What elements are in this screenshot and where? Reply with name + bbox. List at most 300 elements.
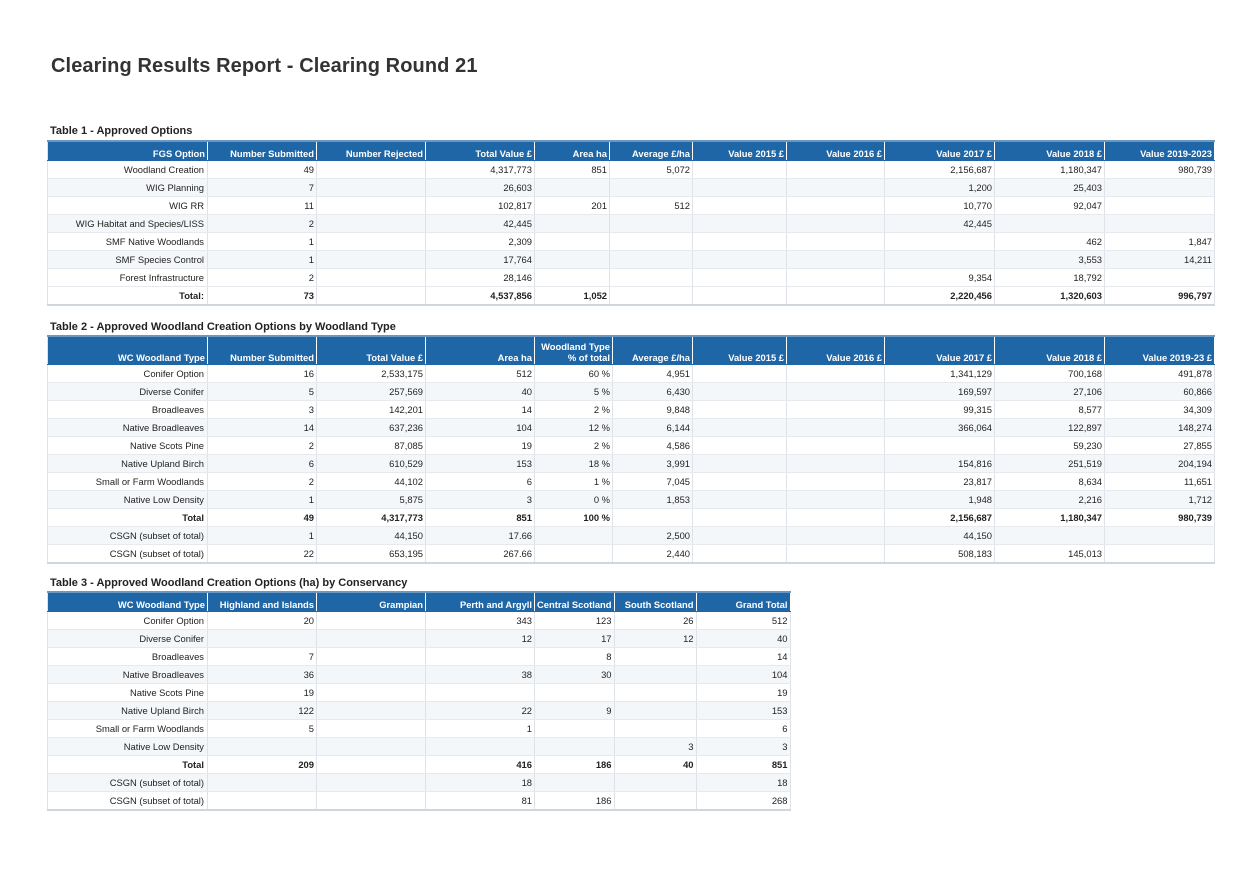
table-row bbox=[48, 269, 1215, 287]
table-cell bbox=[995, 527, 1105, 545]
table-cell bbox=[787, 179, 885, 197]
column-header: WC Woodland Type bbox=[48, 592, 208, 612]
table-cell: 10,770 bbox=[885, 197, 995, 215]
table-cell: 5 bbox=[208, 383, 317, 401]
table-cell: 87,085 bbox=[317, 437, 426, 455]
table-cell: 2,440 bbox=[613, 545, 693, 564]
table-cell: 201 bbox=[535, 197, 610, 215]
table-cell: 44,150 bbox=[885, 527, 995, 545]
table-cell bbox=[1105, 269, 1215, 287]
table-cell: 1 bbox=[208, 491, 317, 509]
table-cell: 462 bbox=[995, 233, 1105, 251]
column-header: Number Rejected bbox=[317, 141, 426, 161]
table-cell bbox=[787, 473, 885, 491]
table-cell: 3,553 bbox=[995, 251, 1105, 269]
table-cell bbox=[610, 269, 693, 287]
table-cell: 851 bbox=[426, 509, 535, 527]
column-header: Total Value £ bbox=[426, 141, 535, 161]
column-header: Grand Total bbox=[696, 592, 790, 612]
table-cell: 0 % bbox=[535, 491, 613, 509]
table-cell bbox=[535, 251, 610, 269]
header-row bbox=[48, 141, 1215, 161]
row-label: SMF Species Control bbox=[48, 251, 208, 269]
column-header: Value 2016 £ bbox=[787, 141, 885, 161]
table-cell bbox=[535, 215, 610, 233]
table-cell bbox=[787, 419, 885, 437]
table-cell: 40 bbox=[614, 756, 696, 774]
table-cell: 20 bbox=[208, 612, 317, 630]
column-header bbox=[535, 336, 613, 365]
table-cell: 4,586 bbox=[613, 437, 693, 455]
table-cell bbox=[787, 287, 885, 306]
table-cell: 2,156,687 bbox=[885, 161, 995, 179]
row-label: Native Low Density bbox=[48, 738, 208, 756]
table-cell: 2 bbox=[208, 473, 317, 491]
table-cell bbox=[787, 545, 885, 564]
table-cell: 653,195 bbox=[317, 545, 426, 564]
row-label: CSGN (subset of total) bbox=[48, 774, 208, 792]
table-cell: 4,317,773 bbox=[317, 509, 426, 527]
table-cell bbox=[426, 684, 535, 702]
table-cell bbox=[426, 648, 535, 666]
table-cell: 6,430 bbox=[613, 383, 693, 401]
column-header: South Scotland bbox=[614, 592, 696, 612]
row-label: CSGN (subset of total) bbox=[48, 792, 208, 811]
table-cell bbox=[610, 215, 693, 233]
table-cell bbox=[787, 215, 885, 233]
table-cell: 416 bbox=[426, 756, 535, 774]
table-row bbox=[48, 738, 791, 756]
table-row bbox=[48, 792, 791, 811]
table-cell: 4,317,773 bbox=[426, 161, 535, 179]
table-cell bbox=[535, 179, 610, 197]
table-cell: 1,200 bbox=[885, 179, 995, 197]
table-cell bbox=[317, 648, 426, 666]
table-cell bbox=[208, 630, 317, 648]
table-cell: 40 bbox=[696, 630, 790, 648]
table-cell bbox=[693, 419, 787, 437]
table-cell: 6 bbox=[696, 720, 790, 738]
table-row bbox=[48, 630, 791, 648]
table-cell bbox=[317, 666, 426, 684]
column-header: Perth and Argyll bbox=[426, 592, 535, 612]
table-cell bbox=[614, 720, 696, 738]
table-cell: 1 % bbox=[535, 473, 613, 491]
table-row bbox=[48, 401, 1215, 419]
table-cell: 2 % bbox=[535, 401, 613, 419]
table-cell: 186 bbox=[535, 756, 615, 774]
table-cell: 122,897 bbox=[995, 419, 1105, 437]
table-row bbox=[48, 612, 791, 630]
table-cell: 268 bbox=[696, 792, 790, 811]
table-cell: 851 bbox=[535, 161, 610, 179]
table-cell: 9,354 bbox=[885, 269, 995, 287]
total-row bbox=[48, 287, 1215, 306]
table-cell: 1,180,347 bbox=[995, 509, 1105, 527]
table-cell bbox=[614, 648, 696, 666]
table-cell bbox=[693, 197, 787, 215]
table-cell: 27,106 bbox=[995, 383, 1105, 401]
column-header: Average £/ha bbox=[613, 336, 693, 365]
column-header: Value 2019-23 £ bbox=[1105, 336, 1215, 365]
table-cell bbox=[693, 251, 787, 269]
row-label: SMF Native Woodlands bbox=[48, 233, 208, 251]
table-cell bbox=[317, 612, 426, 630]
table-cell: 17 bbox=[535, 630, 615, 648]
row-label: Native Broadleaves bbox=[48, 666, 208, 684]
table-cell bbox=[535, 269, 610, 287]
table-cell: 104 bbox=[696, 666, 790, 684]
table-cell: 40 bbox=[426, 383, 535, 401]
table-cell bbox=[1105, 527, 1215, 545]
table-cell bbox=[610, 251, 693, 269]
table-cell: 1 bbox=[426, 720, 535, 738]
table-cell: 154,816 bbox=[885, 455, 995, 473]
column-header: Grampian bbox=[317, 592, 426, 612]
row-label: Diverse Conifer bbox=[48, 383, 208, 401]
table-cell: 1 bbox=[208, 233, 317, 251]
table-cell bbox=[693, 473, 787, 491]
table-cell: 14 bbox=[208, 419, 317, 437]
row-label: Native Upland Birch bbox=[48, 455, 208, 473]
row-label: Native Upland Birch bbox=[48, 702, 208, 720]
table-cell bbox=[787, 527, 885, 545]
table-cell: 142,201 bbox=[317, 401, 426, 419]
table-cell bbox=[693, 161, 787, 179]
table-cell: 102,817 bbox=[426, 197, 535, 215]
table-cell: 99,315 bbox=[885, 401, 995, 419]
table-cell bbox=[317, 179, 426, 197]
table-cell bbox=[317, 720, 426, 738]
table-cell bbox=[317, 792, 426, 811]
table-cell bbox=[787, 383, 885, 401]
table-cell: 100 % bbox=[535, 509, 613, 527]
table-row bbox=[48, 161, 1215, 179]
table-row bbox=[48, 197, 1215, 215]
table1-caption: Table 1 - Approved Options bbox=[50, 125, 193, 137]
table-cell bbox=[1105, 545, 1215, 564]
table-row bbox=[48, 233, 1215, 251]
table-cell: 18 bbox=[426, 774, 535, 792]
table-cell: 49 bbox=[208, 509, 317, 527]
row-label: Native Broadleaves bbox=[48, 419, 208, 437]
table-cell bbox=[693, 455, 787, 473]
row-label: Conifer Option bbox=[48, 365, 208, 383]
table-cell bbox=[614, 792, 696, 811]
table-cell bbox=[787, 455, 885, 473]
table-row bbox=[48, 419, 1215, 437]
column-header: Value 2017 £ bbox=[885, 141, 995, 161]
table-cell: 980,739 bbox=[1105, 161, 1215, 179]
table-cell bbox=[317, 756, 426, 774]
table2-caption: Table 2 - Approved Woodland Creation Options by Woodland Type bbox=[50, 321, 396, 333]
row-label: Broadleaves bbox=[48, 648, 208, 666]
table-cell: 30 bbox=[535, 666, 615, 684]
table-cell: 12 bbox=[426, 630, 535, 648]
table-cell: 8,577 bbox=[995, 401, 1105, 419]
table-cell: 12 % bbox=[535, 419, 613, 437]
table-cell: 980,739 bbox=[1105, 509, 1215, 527]
table-cell bbox=[208, 738, 317, 756]
table3-caption: Table 3 - Approved Woodland Creation Options (ha) by Conservancy bbox=[50, 577, 408, 589]
table-cell bbox=[1105, 215, 1215, 233]
table-row bbox=[48, 455, 1215, 473]
table-cell bbox=[614, 774, 696, 792]
table-cell: 59,230 bbox=[995, 437, 1105, 455]
table-cell bbox=[693, 233, 787, 251]
table-cell bbox=[535, 738, 615, 756]
table-cell: 5 % bbox=[535, 383, 613, 401]
table-cell: 1 bbox=[208, 251, 317, 269]
column-header: Value 2018 £ bbox=[995, 336, 1105, 365]
table-cell: 209 bbox=[208, 756, 317, 774]
table-cell: 7 bbox=[208, 179, 317, 197]
table-cell: 1 bbox=[208, 527, 317, 545]
row-label: Broadleaves bbox=[48, 401, 208, 419]
table-cell: 42,445 bbox=[426, 215, 535, 233]
table-cell bbox=[317, 630, 426, 648]
column-header-line: Woodland Type bbox=[541, 341, 610, 352]
table-cell: 44,102 bbox=[317, 473, 426, 491]
table-cell: 73 bbox=[208, 287, 317, 306]
table-cell: 9,848 bbox=[613, 401, 693, 419]
table-cell: 18 bbox=[696, 774, 790, 792]
table-cell: 6,144 bbox=[613, 419, 693, 437]
table-cell: 8 bbox=[535, 648, 615, 666]
table-cell: 145,013 bbox=[995, 545, 1105, 564]
total-row bbox=[48, 756, 791, 774]
table-cell bbox=[317, 197, 426, 215]
woodland-type-table bbox=[47, 335, 1215, 564]
table-cell bbox=[693, 287, 787, 306]
table-cell: 25,403 bbox=[995, 179, 1105, 197]
table-cell: 267.66 bbox=[426, 545, 535, 564]
table-cell: 3 bbox=[208, 401, 317, 419]
table-cell bbox=[885, 233, 995, 251]
table-cell: 122 bbox=[208, 702, 317, 720]
column-header: Value 2017 £ bbox=[885, 336, 995, 365]
table-row bbox=[48, 383, 1215, 401]
table-cell bbox=[1105, 197, 1215, 215]
table-cell: 18,792 bbox=[995, 269, 1105, 287]
table-cell: 26,603 bbox=[426, 179, 535, 197]
table-cell: 2,216 bbox=[995, 491, 1105, 509]
table-cell: 3 bbox=[614, 738, 696, 756]
column-header: Highland and Islands bbox=[208, 592, 317, 612]
table-cell: 186 bbox=[535, 792, 615, 811]
table-row bbox=[48, 365, 1215, 383]
column-header: Area ha bbox=[426, 336, 535, 365]
column-header: Value 2015 £ bbox=[693, 336, 787, 365]
column-header: Value 2019-2023 bbox=[1105, 141, 1215, 161]
table-cell: 92,047 bbox=[995, 197, 1105, 215]
table-cell: 2,500 bbox=[613, 527, 693, 545]
table-cell bbox=[208, 774, 317, 792]
table-row bbox=[48, 648, 791, 666]
table-cell bbox=[787, 233, 885, 251]
table-cell bbox=[1105, 179, 1215, 197]
table-cell bbox=[614, 702, 696, 720]
table-cell: 6 bbox=[426, 473, 535, 491]
table-cell: 637,236 bbox=[317, 419, 426, 437]
table-cell: 16 bbox=[208, 365, 317, 383]
table-cell bbox=[317, 702, 426, 720]
table-cell: 2 bbox=[208, 269, 317, 287]
column-header: Area ha bbox=[535, 141, 610, 161]
column-header-line: % of total bbox=[567, 352, 610, 363]
table-cell: 148,274 bbox=[1105, 419, 1215, 437]
column-header: Total Value £ bbox=[317, 336, 426, 365]
table-cell: 3 bbox=[426, 491, 535, 509]
table-cell bbox=[535, 233, 610, 251]
row-label: CSGN (subset of total) bbox=[48, 545, 208, 564]
table-cell: 153 bbox=[426, 455, 535, 473]
table-cell: 60,866 bbox=[1105, 383, 1215, 401]
table-row bbox=[48, 545, 1215, 564]
table-cell: 49 bbox=[208, 161, 317, 179]
table-cell: 1,052 bbox=[535, 287, 610, 306]
table-cell bbox=[885, 251, 995, 269]
table-cell bbox=[787, 161, 885, 179]
table-cell: 996,797 bbox=[1105, 287, 1215, 306]
table-cell: 512 bbox=[696, 612, 790, 630]
table-cell: 366,064 bbox=[885, 419, 995, 437]
table-row bbox=[48, 251, 1215, 269]
table-cell: 1,847 bbox=[1105, 233, 1215, 251]
table-cell: 1,712 bbox=[1105, 491, 1215, 509]
table-cell: 2,220,456 bbox=[885, 287, 995, 306]
table-cell: 700,168 bbox=[995, 365, 1105, 383]
table-row bbox=[48, 720, 791, 738]
table-cell: 104 bbox=[426, 419, 535, 437]
table-cell: 26 bbox=[614, 612, 696, 630]
column-header: Value 2018 £ bbox=[995, 141, 1105, 161]
table-cell bbox=[693, 527, 787, 545]
table-cell bbox=[535, 684, 615, 702]
table-row bbox=[48, 437, 1215, 455]
row-label: WIG Habitat and Species/LISS bbox=[48, 215, 208, 233]
table-cell: 14 bbox=[426, 401, 535, 419]
table-cell: 4,951 bbox=[613, 365, 693, 383]
table-cell bbox=[317, 251, 426, 269]
table-cell bbox=[787, 491, 885, 509]
table-cell bbox=[787, 437, 885, 455]
table-cell: 38 bbox=[426, 666, 535, 684]
table-cell bbox=[610, 233, 693, 251]
row-label: Total bbox=[48, 756, 208, 774]
table-cell: 491,878 bbox=[1105, 365, 1215, 383]
table-cell: 5,875 bbox=[317, 491, 426, 509]
row-label: Woodland Creation bbox=[48, 161, 208, 179]
table-cell bbox=[693, 401, 787, 419]
table-cell: 17.66 bbox=[426, 527, 535, 545]
table-cell: 44,150 bbox=[317, 527, 426, 545]
table-cell: 204,194 bbox=[1105, 455, 1215, 473]
column-header: WC Woodland Type bbox=[48, 336, 208, 365]
row-label: WIG RR bbox=[48, 197, 208, 215]
table-cell bbox=[610, 179, 693, 197]
table-cell: 257,569 bbox=[317, 383, 426, 401]
total-row bbox=[48, 509, 1215, 527]
table-cell bbox=[787, 401, 885, 419]
table-cell: 4,537,856 bbox=[426, 287, 535, 306]
row-label: Diverse Conifer bbox=[48, 630, 208, 648]
table-row bbox=[48, 491, 1215, 509]
table-cell: 7,045 bbox=[613, 473, 693, 491]
table-cell: 60 % bbox=[535, 365, 613, 383]
table-cell: 2 bbox=[208, 437, 317, 455]
column-header: Value 2015 £ bbox=[693, 141, 787, 161]
table-cell bbox=[614, 666, 696, 684]
table-cell: 1,341,129 bbox=[885, 365, 995, 383]
table-cell: 1,853 bbox=[613, 491, 693, 509]
conservancy-table bbox=[47, 591, 791, 811]
table-cell bbox=[317, 161, 426, 179]
table-cell: 1,948 bbox=[885, 491, 995, 509]
table-row bbox=[48, 527, 1215, 545]
table-cell: 851 bbox=[696, 756, 790, 774]
table-row bbox=[48, 179, 1215, 197]
approved-options-table bbox=[47, 140, 1215, 306]
column-header: Value 2016 £ bbox=[787, 336, 885, 365]
table-cell: 251,519 bbox=[995, 455, 1105, 473]
table-cell: 42,445 bbox=[885, 215, 995, 233]
table-cell bbox=[535, 527, 613, 545]
row-label: Native Scots Pine bbox=[48, 684, 208, 702]
table-cell: 169,597 bbox=[885, 383, 995, 401]
row-label: Total: bbox=[48, 287, 208, 306]
table-cell bbox=[426, 738, 535, 756]
header-row bbox=[48, 336, 1215, 365]
report-title: Clearing Results Report - Clearing Round 21 bbox=[51, 55, 478, 77]
table-cell bbox=[317, 738, 426, 756]
table-cell bbox=[693, 545, 787, 564]
table-row bbox=[48, 774, 791, 792]
table-cell bbox=[317, 269, 426, 287]
table-cell: 153 bbox=[696, 702, 790, 720]
table-cell: 3,991 bbox=[613, 455, 693, 473]
table-cell bbox=[693, 215, 787, 233]
table-cell: 2 bbox=[208, 215, 317, 233]
table-cell: 11,651 bbox=[1105, 473, 1215, 491]
table-cell bbox=[787, 197, 885, 215]
table-cell bbox=[787, 365, 885, 383]
table-cell bbox=[610, 287, 693, 306]
table-cell bbox=[693, 179, 787, 197]
table-cell: 22 bbox=[208, 545, 317, 564]
table-cell: 2,156,687 bbox=[885, 509, 995, 527]
table-cell bbox=[787, 251, 885, 269]
row-label: Small or Farm Woodlands bbox=[48, 473, 208, 491]
table-cell: 6 bbox=[208, 455, 317, 473]
table-cell: 2,533,175 bbox=[317, 365, 426, 383]
table-cell: 512 bbox=[426, 365, 535, 383]
table-cell: 9 bbox=[535, 702, 615, 720]
table-cell: 22 bbox=[426, 702, 535, 720]
row-label: Conifer Option bbox=[48, 612, 208, 630]
table-cell: 5 bbox=[208, 720, 317, 738]
table-cell: 1,180,347 bbox=[995, 161, 1105, 179]
table-cell: 7 bbox=[208, 648, 317, 666]
table-cell bbox=[614, 684, 696, 702]
table-cell bbox=[693, 509, 787, 527]
table-cell: 14,211 bbox=[1105, 251, 1215, 269]
row-label: Native Scots Pine bbox=[48, 437, 208, 455]
table-cell bbox=[208, 792, 317, 811]
table-cell bbox=[535, 720, 615, 738]
table-cell bbox=[885, 437, 995, 455]
table-cell bbox=[317, 684, 426, 702]
